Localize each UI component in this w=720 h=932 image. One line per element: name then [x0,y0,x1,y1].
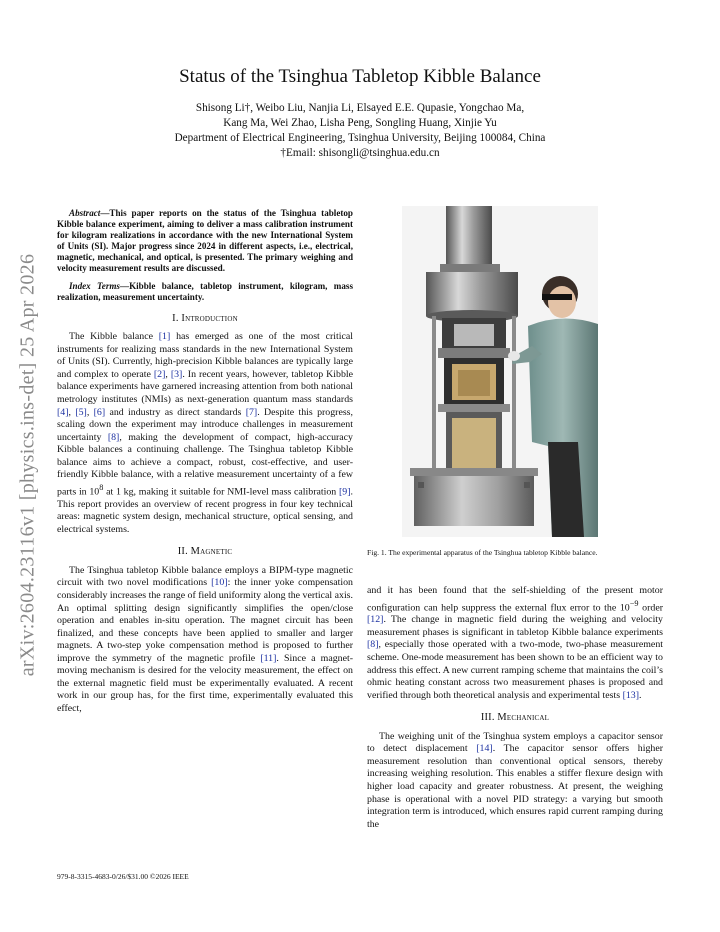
magnetic-paragraph: The Tsinghua tabletop Kibble balance employs a BIPM-type magnetic circuit with two novel modifications [10]: the inner yoke compensation considerably increases the range of field uniformity along the vertical axis. An optimal splitting design significantly simplifies the open/close operation and enables in-situ operation. The magnet circuit has been finalized, and these concepts have been applied to smaller and larger magnets. A two-step yoke compensation method is proposed to further improve the symmetry of the magnetic profile [11]. Since a magnet-moving mechanism is desired for the velocity measurement, the effect on the external magnetic field must be experimentally evaluated. A recent work in our group has, for the first time, experimentally evaluated this effect, [57,564,353,714]
mechanical-paragraph: The weighing unit of the Tsinghua system employs a capacitor sensor to detect displacement [14]. The capacitor sensor offers higher measurement resolution than conventional optical sensors, thereby increasing weighing resolution. This enables a stiffer flexure design with higher load capacity and greater robustness. At present, the weighing phase is operational with a novel PID strategy: a varying but smooth integration term is introduced, which ensures rapid current ramping during the [367,730,663,830]
citation[interactable]: [2] [153,368,166,380]
citation[interactable]: [5] [75,406,87,418]
index-terms-text: —Kibble balance, tabletop instrument, kilogram, mass realization, measurement uncertainty. [57,280,353,302]
citation[interactable]: [4] [57,406,69,418]
citation[interactable]: [12] [367,614,384,626]
email: †Email: shisongli@tsinghua.edu.cn [280,147,440,159]
citation[interactable]: [1] [158,331,171,343]
authors-line-1: Shisong Li†, Weibo Liu, Nanjia Li, Elsayed E.E. Qupasie, Yongchao Ma, [195,102,525,114]
affiliation: Department of Electrical Engineering, Tsinghua University, Beijing 100084, China [174,132,546,144]
section-heading-introduction: I. Introduction [172,312,238,324]
left-column [57,208,353,715]
copyright-footer: 979-8-3315-4683-0/26/$31.00 ©2026 IEEE [57,872,189,881]
authors-line-2: Kang Ma, Wei Zhao, Lisha Peng, Songling Huang, Xinjie Yu [223,117,497,129]
right-column [367,585,663,831]
paper-title: Status of the Tsinghua Tabletop Kibble Balance [179,66,541,87]
index-terms [57,281,353,303]
apparatus-photo [402,206,598,537]
citation[interactable]: [14] [476,743,493,755]
citation[interactable]: [8] [107,431,120,443]
index-terms-label: Index Terms [69,280,120,291]
abstract-label: Abstract [69,208,101,218]
intro-paragraph: The Kibble balance [1] has emerged as one of the most critical instruments for realizing mass standards in the new International System of Units (SI). Currently, high-precision Kibble balances are typically large and complex to operate [2], [3]. In recent years, however, tabletop Kibble balance experiments have garnered increasing attention from both national metrology institutes (NMIs) as next-generation quantum mass standards [4], [5], [6] and industry as direct standards [7]. Despite this progress, scaling down the experiment may introduce challenges in measurement uncertainty [8], making the development of compact, high-accuracy Kibble balances a continuing challenge. The Tsinghua tabletop Kibble balance aims to achieve a compact, robust, cost-effective, and user-friendly Kibble balance, with a relative measurement uncertainty of a few parts in $10^8$ at 1 kg, making it suitable for NMI-level mass calibration [9]. This report provides an overview of recent progress in four key technical areas: magnetic system design, mechanical structure, optical sensing, and electrical systems. [57,331,354,535]
abstract-text: —This paper reports on the status of the Tsinghua tabletop Kibble balance experiment, aiming to deliver a mass calibration instrument for kilogram realizations in accordance with the new International System of Units (SI). Major progress since 2024 in different aspects, i.e., electrical, magnetic, mechanical, and optical, is presented. The primary weighing and velocity measurement results are discussed. [57,208,353,274]
figure-caption: Fig. 1. The experimental apparatus of the Tsinghua tabletop Kibble balance. [367,548,598,557]
arxiv-id-text: arXiv:2604.23116v1 [physics.ins-det] 25 Apr 2026 [16,253,39,677]
citation[interactable]: [7] [245,406,258,418]
figure-photo [402,206,598,537]
abstract [57,208,353,275]
citation[interactable]: [10] [211,577,228,589]
citation[interactable]: [13] [622,689,640,701]
arxiv-identifier [10,215,46,715]
citation[interactable]: [8] [367,639,379,651]
citation[interactable]: [3] [170,368,183,380]
section-heading-mechanical: III. Mechanical [480,712,550,724]
author-block [0,101,720,161]
citation[interactable]: [9] [339,486,351,498]
magnetic-continued-paragraph: and it has been found that the self-shielding of the present motor configuration can help suppress the external flux error to the $10^{-9}$ order [12]. The change in magnetic field during the weighing and velocity measurement phases is significant in tabletop Kibble balance experiments [8], especially those operated with a two-mode, two-phase measurement scheme. One-mode measurement has been shown to be an efficient way to address this effect. A new current ramping scheme that maintains the coil’s ohmic heating constant across two measurement phases is proposed and verified through both theoretical analysis and experimental tests [13]. [367,585,663,701]
citation[interactable]: [11] [260,652,277,664]
section-heading-magnetic: II. Magnetic [177,546,233,558]
citation[interactable]: [6] [93,406,106,418]
